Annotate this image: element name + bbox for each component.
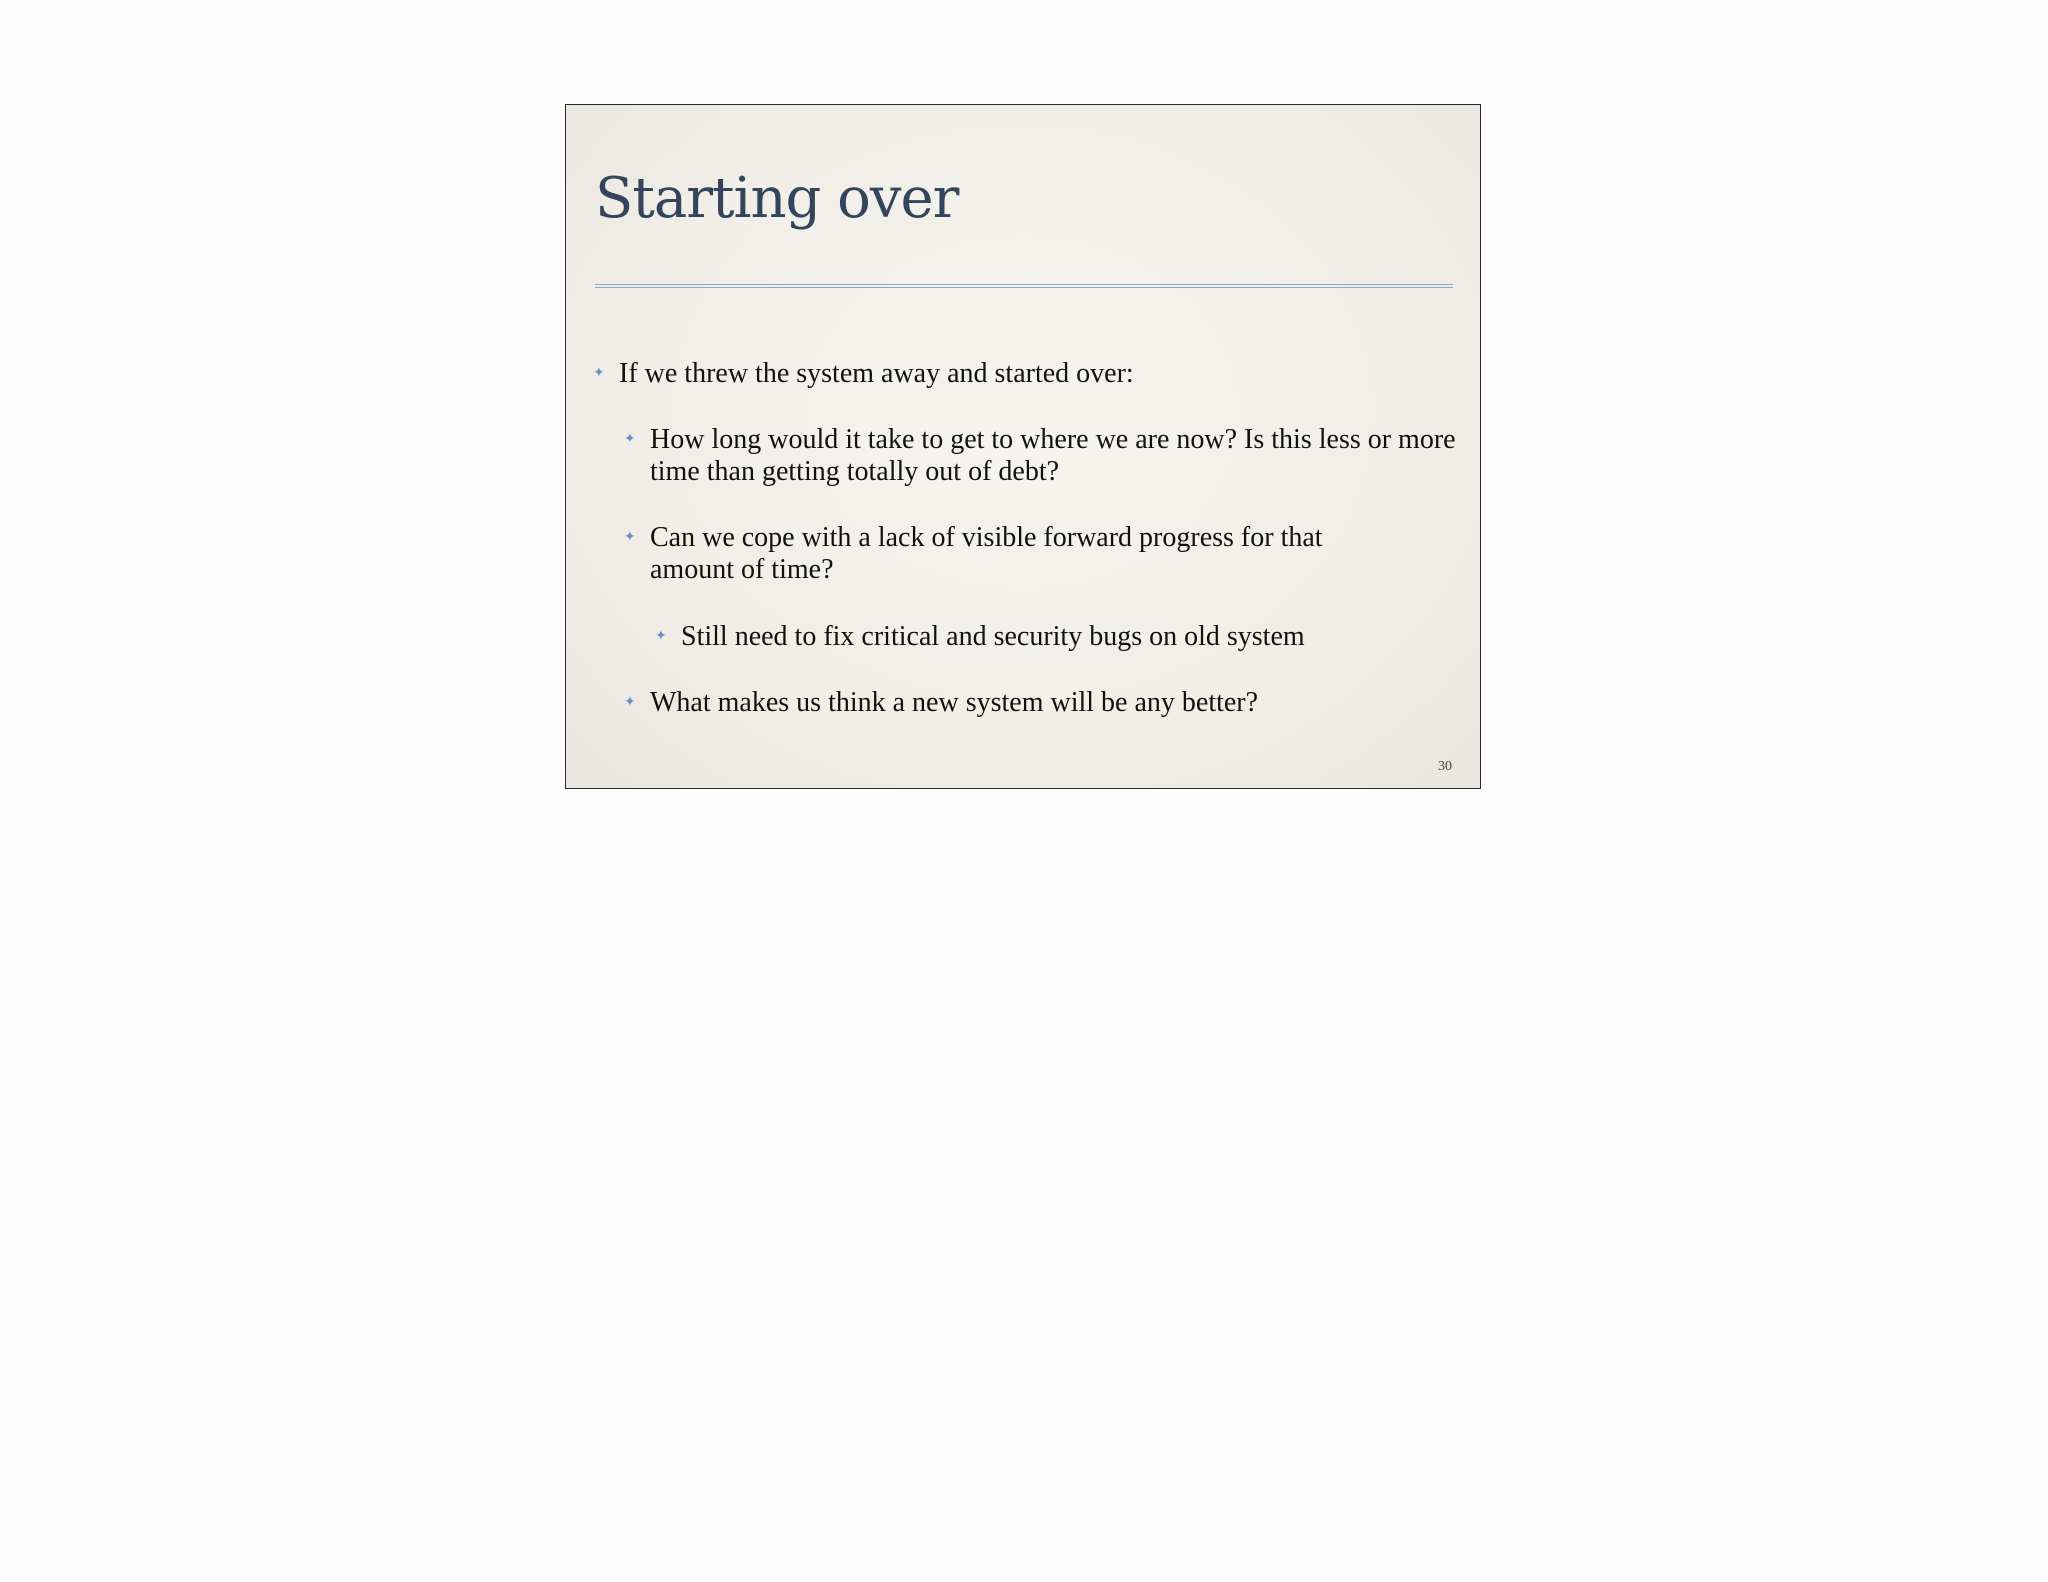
bullet-diamond-icon: ✦ [624, 530, 636, 545]
slide [565, 104, 1481, 789]
bullet-text: Can we cope with a lack of visible forward progress for that amount of time? [650, 522, 1323, 585]
slide-number: 30 [1438, 759, 1452, 774]
bullet-text: What makes us think a new system will be any better? [650, 687, 1259, 718]
slide-title: Starting over [595, 166, 959, 231]
bullet-diamond-icon: ✦ [624, 695, 636, 710]
bullet-list [566, 105, 1480, 788]
bullet-diamond-icon: ✦ [593, 366, 605, 381]
bullet-text: Still need to fix critical and security bugs on old system [681, 621, 1305, 652]
bullet-text: How long would it take to get to where we are now? Is this less or more time than getting totally out of debt? [650, 424, 1456, 487]
bullet-text: If we threw the system away and started over: [619, 358, 1134, 389]
bullet-diamond-icon: ✦ [655, 629, 667, 644]
bullet-diamond-icon: ✦ [624, 432, 636, 447]
